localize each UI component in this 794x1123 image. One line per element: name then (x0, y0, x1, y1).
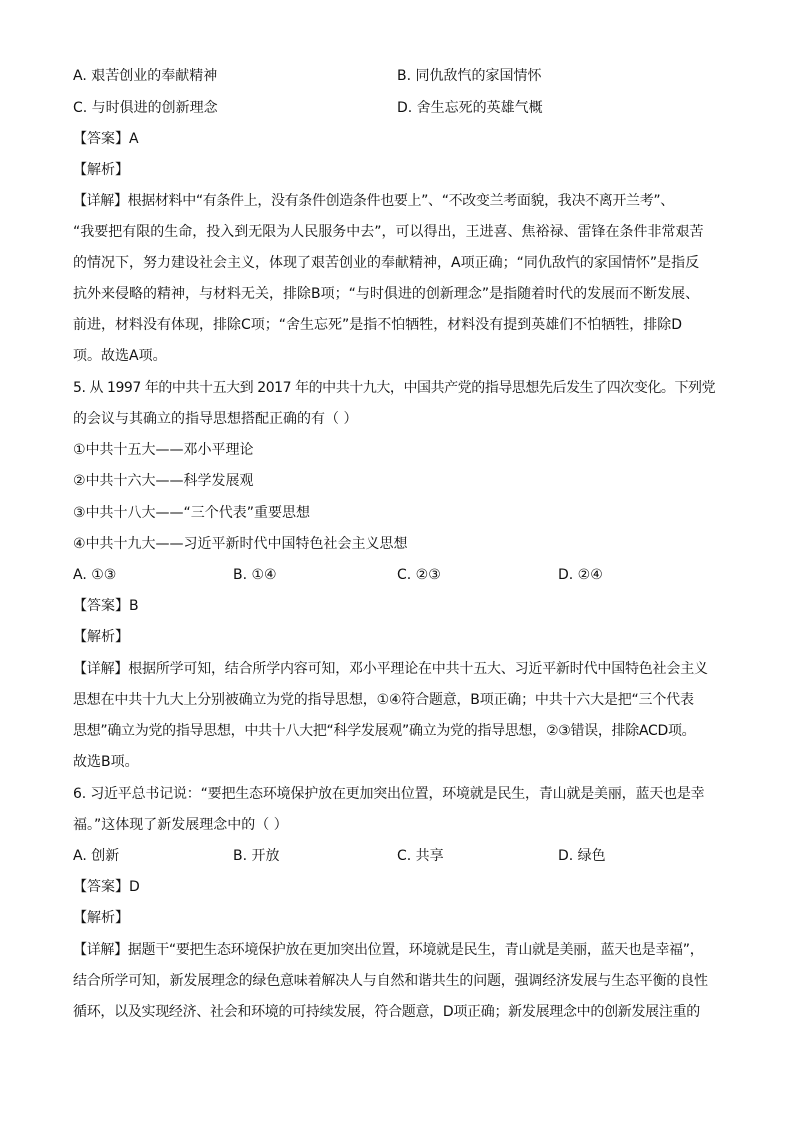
q4-detail-line-1: 【详解】根据材料中“有条件上，没有条件创造条件也要上”、“不改变兰考面貌，我决不离开兰考”、 (73, 193, 674, 209)
q4-detail-line-5: 前进，材料没有体现，排除C项；“舍生忘死”是指不怕牺牲，材料没有提到英雄们不怕牺牲，排除D (73, 317, 683, 333)
q6-option-c: C. 共享 (397, 848, 444, 864)
q5-item-2: ②中共十六大——科学发展观 (73, 473, 254, 489)
q6-stem-line-1: 6. 习近平总书记说：“要把生态环境保护放在更加突出位置，环境就是民生，青山就是美丽，蓝天也是幸 (73, 786, 705, 802)
q5-option-c: C. ②③ (397, 567, 441, 583)
q5-item-4: ④中共十九大——习近平新时代中国特色社会主义思想 (73, 536, 408, 552)
q4-detail-line-3: 的情况下，努力建设社会主义，体现了艰苦创业的奉献精神，A项正确；“同仇敌忾的家国情怀”是指反 (73, 255, 700, 271)
q5-stem-line-2: 的会议与其确立的指导思想搭配正确的有（ ） (73, 411, 358, 427)
q6-detail-line-2: 结合所学可知，新发展理念的绿色意味着解决人与自然和谐共生的问题，强调经济发展与生态平衡的良性 (73, 973, 708, 989)
q4-option-b: B. 同仇敌忾的家国情怀 (397, 68, 542, 84)
q5-item-1: ①中共十五大——邓小平理论 (73, 442, 254, 458)
q5-option-d: D. ②④ (558, 567, 603, 583)
q4-option-a: A. 艰苦创业的奉献精神 (73, 68, 218, 84)
q4-detail-line-4: 抗外来侵略的精神，与材料无关，排除B项；“与时俱进的创新理念”是指随着时代的发展而不断发展、 (73, 286, 700, 302)
q6-option-d: D. 绿色 (558, 848, 606, 864)
q6-detail-line-3: 循环，以及实现经济、社会和环境的可持续发展，符合题意，D项正确；新发展理念中的创新发展注重的 (73, 1004, 700, 1020)
q5-detail-line-1: 【详解】根据所学可知，结合所学内容可知，邓小平理论在中共十五大、习近平新时代中国特色社会主义 (73, 661, 708, 677)
q4-detail-line-2: “我要把有限的生命，投入到无限为人民服务中去”，可以得出，王进喜、焦裕禄、雷锋在条件非常艰苦 (73, 224, 704, 240)
q6-detail-line-1: 【详解】据题干“要把生态环境保护放在更加突出位置，环境就是民生，青山就是美丽，蓝天也是幸福”， (73, 942, 704, 958)
q5-stem-line-1: 5. 从 1997 年的中共十五大到 2017 年的中共十九大，中国共产党的指导思想先后发生了四次变化。下列党 (73, 380, 716, 396)
q4-answer: 【答案】A (73, 131, 139, 147)
q5-item-3: ③中共十八大——“三个代表”重要思想 (73, 505, 311, 521)
q6-stem-line-2: 福。”这体现了新发展理念中的（ ） (73, 817, 288, 833)
q6-option-b: B. 开放 (233, 848, 280, 864)
q5-detail-line-4: 故选B项。 (73, 754, 139, 770)
q6-analysis-label: 【解析】 (73, 910, 129, 926)
q5-answer: 【答案】B (73, 598, 139, 614)
q6-option-a: A. 创新 (73, 848, 120, 864)
q5-detail-line-2: 思想在中共十九大上分别被确立为党的指导思想，①④符合题意，B项正确；中共十六大是把“三个代表 (73, 692, 694, 708)
q5-option-b: B. ①④ (233, 567, 277, 583)
q4-detail-line-6: 项。故选A项。 (73, 348, 167, 364)
q5-option-a: A. ①③ (73, 567, 117, 583)
q4-option-d: D. 舍生忘死的英雄气概 (397, 100, 543, 116)
q6-answer: 【答案】D (73, 879, 140, 895)
q4-option-c: C. 与时俱进的创新理念 (73, 100, 218, 116)
q5-detail-line-3: 思想”确立为党的指导思想，中共十八大把“科学发展观”确立为党的指导思想，②③错误，排除ACD项。 (73, 723, 696, 739)
q5-analysis-label: 【解析】 (73, 629, 129, 645)
q4-analysis-label: 【解析】 (73, 162, 129, 178)
